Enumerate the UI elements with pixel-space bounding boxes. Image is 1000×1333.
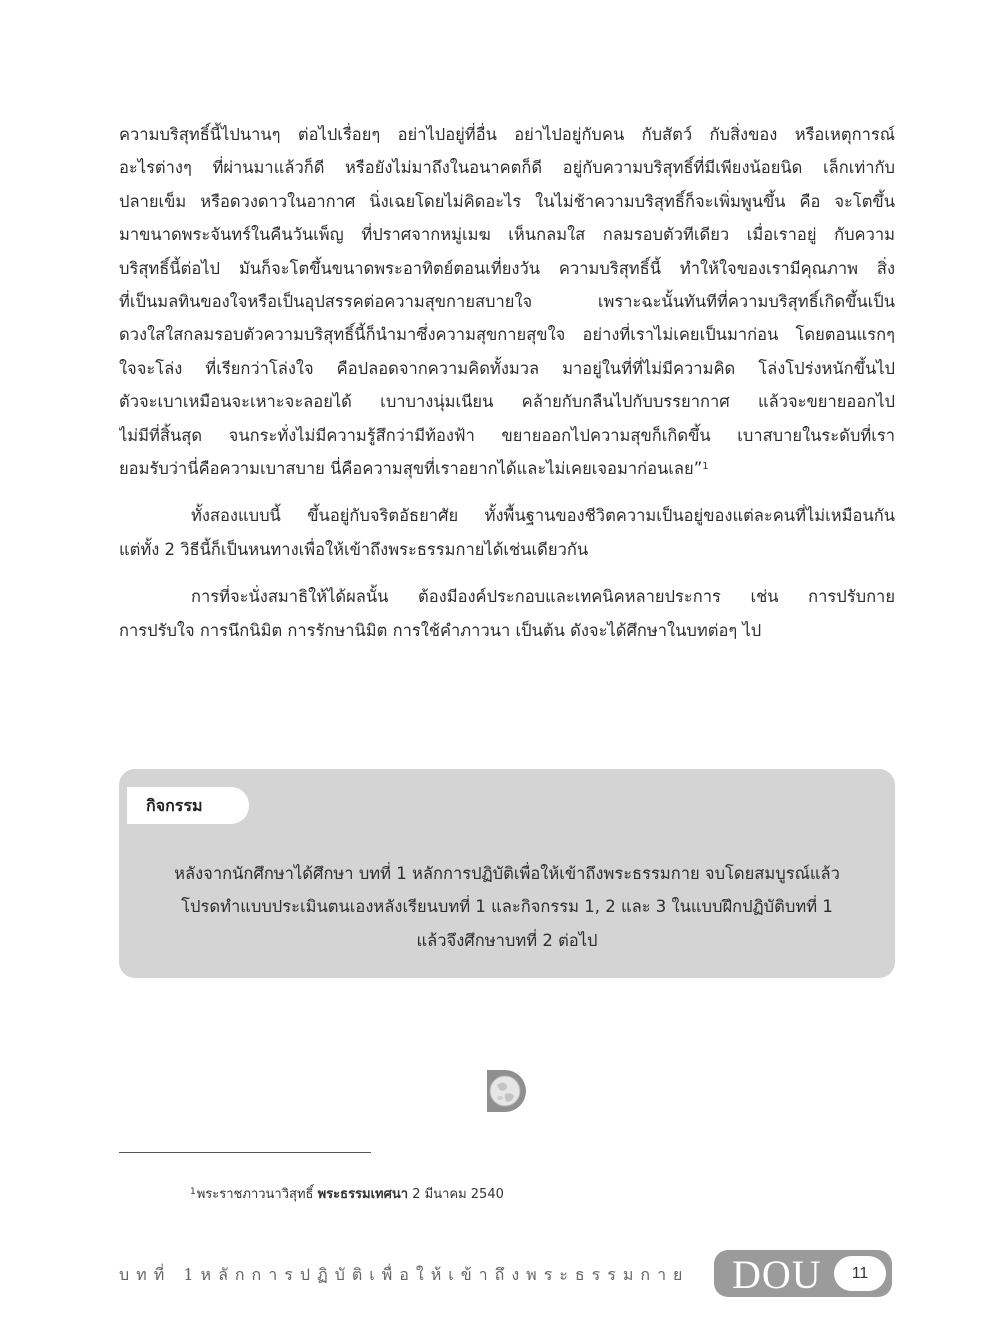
p1-line-11-text: ยอมรับว่านี่คือความเบาสบาย นี่คือความสุขที่เราอยากได้และไม่เคยเจอมาก่อนเลย”	[119, 459, 703, 479]
footnote-reference[interactable]: 1	[702, 461, 709, 473]
activity-text	[119, 857, 895, 957]
activity-title: กิจกรรม	[146, 796, 203, 815]
p1-line-11	[119, 452, 895, 485]
running-title: บทที่ 1หลักการปฏิบัติเพื่อให้เข้าถึงพระธรรมกาย	[119, 1265, 690, 1284]
p1-line-4: มาขนาดพระจันทร์ในคืนวันเพ็ญ ที่ปราศจากหมู่เมฆ เห็นกลมใส กลมรอบตัวทีเดียว เมื่อเราอยู่ กับความ	[119, 225, 895, 245]
p1-line-7: ดวงใสใสกลมรอบตัวความบริสุทธิ์นี้ก็นำมาซึ่งความสุขกายสุขใจ อย่างที่เราไม่เคยเป็นมาก่อน โดยตอนแรกๆ	[119, 325, 895, 345]
footnote-work: พระธรรมเทศนา	[317, 1187, 409, 1202]
p1-line-3: ปลายเข็ม หรือดวงดาวในอากาศ นิ่งเฉยโดยไม่คิดอะไร ในไม่ช้าความบริสุทธิ์ก็จะเพิ่มพูนขึ้น คือ จะโตขึ้น	[119, 191, 895, 211]
dou-logo-text: DOU	[732, 1252, 822, 1297]
body-text	[119, 118, 895, 647]
p1-line-8: ใจจะโล่ง ที่เรียกว่าโล่งใจ คือปลอดจากความคิดทั้งมวล มาอยู่ในที่ที่ไม่มีความคิด โล่งโปร่งหนักขึ้นไป	[119, 358, 895, 378]
footnote-mark: 1	[190, 1187, 196, 1197]
activity-tab	[127, 787, 249, 824]
p1-line-9: ตัวจะเบาเหมือนจะเหาะจะลอยได้ เบาบางนุ่มเนียน คล้ายกับกลืนไปกับบรรยากาศ แล้วจะขยายออกไป	[119, 392, 895, 412]
footnote-divider	[119, 1152, 371, 1153]
activity-line-3: แล้วจึงศึกษาบทที่ 2 ต่อไป	[416, 930, 598, 950]
footnote-author: พระราชภาวนาวิสุทธิ์	[196, 1187, 314, 1202]
p1-line-10: ไม่มีที่สิ้นสุด จนกระทั่งไม่มีความรู้สึกว่ามีท้องฟ้า ขยายออกไปความสุขก็เกิดขึ้น เบาสบายในระดับที่เรา	[119, 425, 895, 445]
p3-line-1: การที่จะนั่งสมาธิให้ได้ผลนั้น ต้องมีองค์ประกอบและเทคนิคหลายประการ เช่น การปรับกาย	[191, 587, 895, 607]
footnote	[190, 1185, 504, 1205]
p2-line-2: แต่ทั้ง 2 วิธีนี้ก็เป็นหนทางเพื่อให้เข้าถึงพระธรรมกายได้เช่นเดียวกัน	[119, 539, 589, 559]
footnote-date: 2 มีนาคม 2540	[412, 1187, 504, 1202]
dou-badge	[714, 1250, 892, 1297]
p3-line-2: การปรับใจ การนึกนิมิต การรักษานิมิต การใช้คำภาวนา เป็นต้น ดังจะได้ศึกษาในบทต่อๆ ไป	[119, 620, 762, 640]
p1-line-6: ที่เป็นมลทินของใจหรือเป็นอุปสรรคต่อความสุขกายสบายใจ เพราะฉะนั้นทันทีที่ความบริสุทธิ์เกิดขึ้นเป็น	[119, 292, 895, 312]
page-number: 11	[834, 1256, 886, 1291]
activity-box	[119, 769, 895, 978]
p1-line-1: ความบริสุทธิ์นี้ไปนานๆ ต่อไปเรื่อยๆ อย่าไปอยู่ที่อื่น อย่าไปอยู่กับคน กับสัตว์ กับสิ่งของ หรือเหตุการณ์	[119, 125, 895, 144]
activity-line-2: โปรดทำแบบประเมินตนเองหลังเรียนบทที่ 1 และกิจกรรม 1, 2 และ 3 ในแบบฝึกปฏิบัติบทที่ 1	[181, 897, 833, 917]
p1-line-2: อะไรต่างๆ ที่ผ่านมาแล้วก็ดี หรือยังไม่มาถึงในอนาคตก็ดี อยู่กับความบริสุทธิ์ที่มีเพียงน้อยนิด เล็กเท่ากับ	[119, 158, 895, 178]
p2-line-1: ทั้งสองแบบนี้ ขึ้นอยู่กับจริตอัธยาศัย ทั้งพื้นฐานของชีวิตความเป็นอยู่ของแต่ละคนที่ไม่เหมือนกัน	[191, 506, 895, 526]
dou-globe-emblem-icon	[483, 1068, 529, 1114]
activity-line-1: หลังจากนักศึกษาได้ศึกษา บทที่ 1 หลักการปฏิบัติเพื่อให้เข้าถึงพระธรรมกาย จบโดยสมบูรณ์แล้ว	[174, 864, 840, 883]
p1-line-5: บริสุทธิ์นี้ต่อไป มันก็จะโตขึ้นขนาดพระอาทิตย์ตอนเที่ยงวัน ความบริสุทธิ์นี้ ทำให้ใจของเรามีคุณภาพ สิ่ง	[119, 258, 895, 278]
